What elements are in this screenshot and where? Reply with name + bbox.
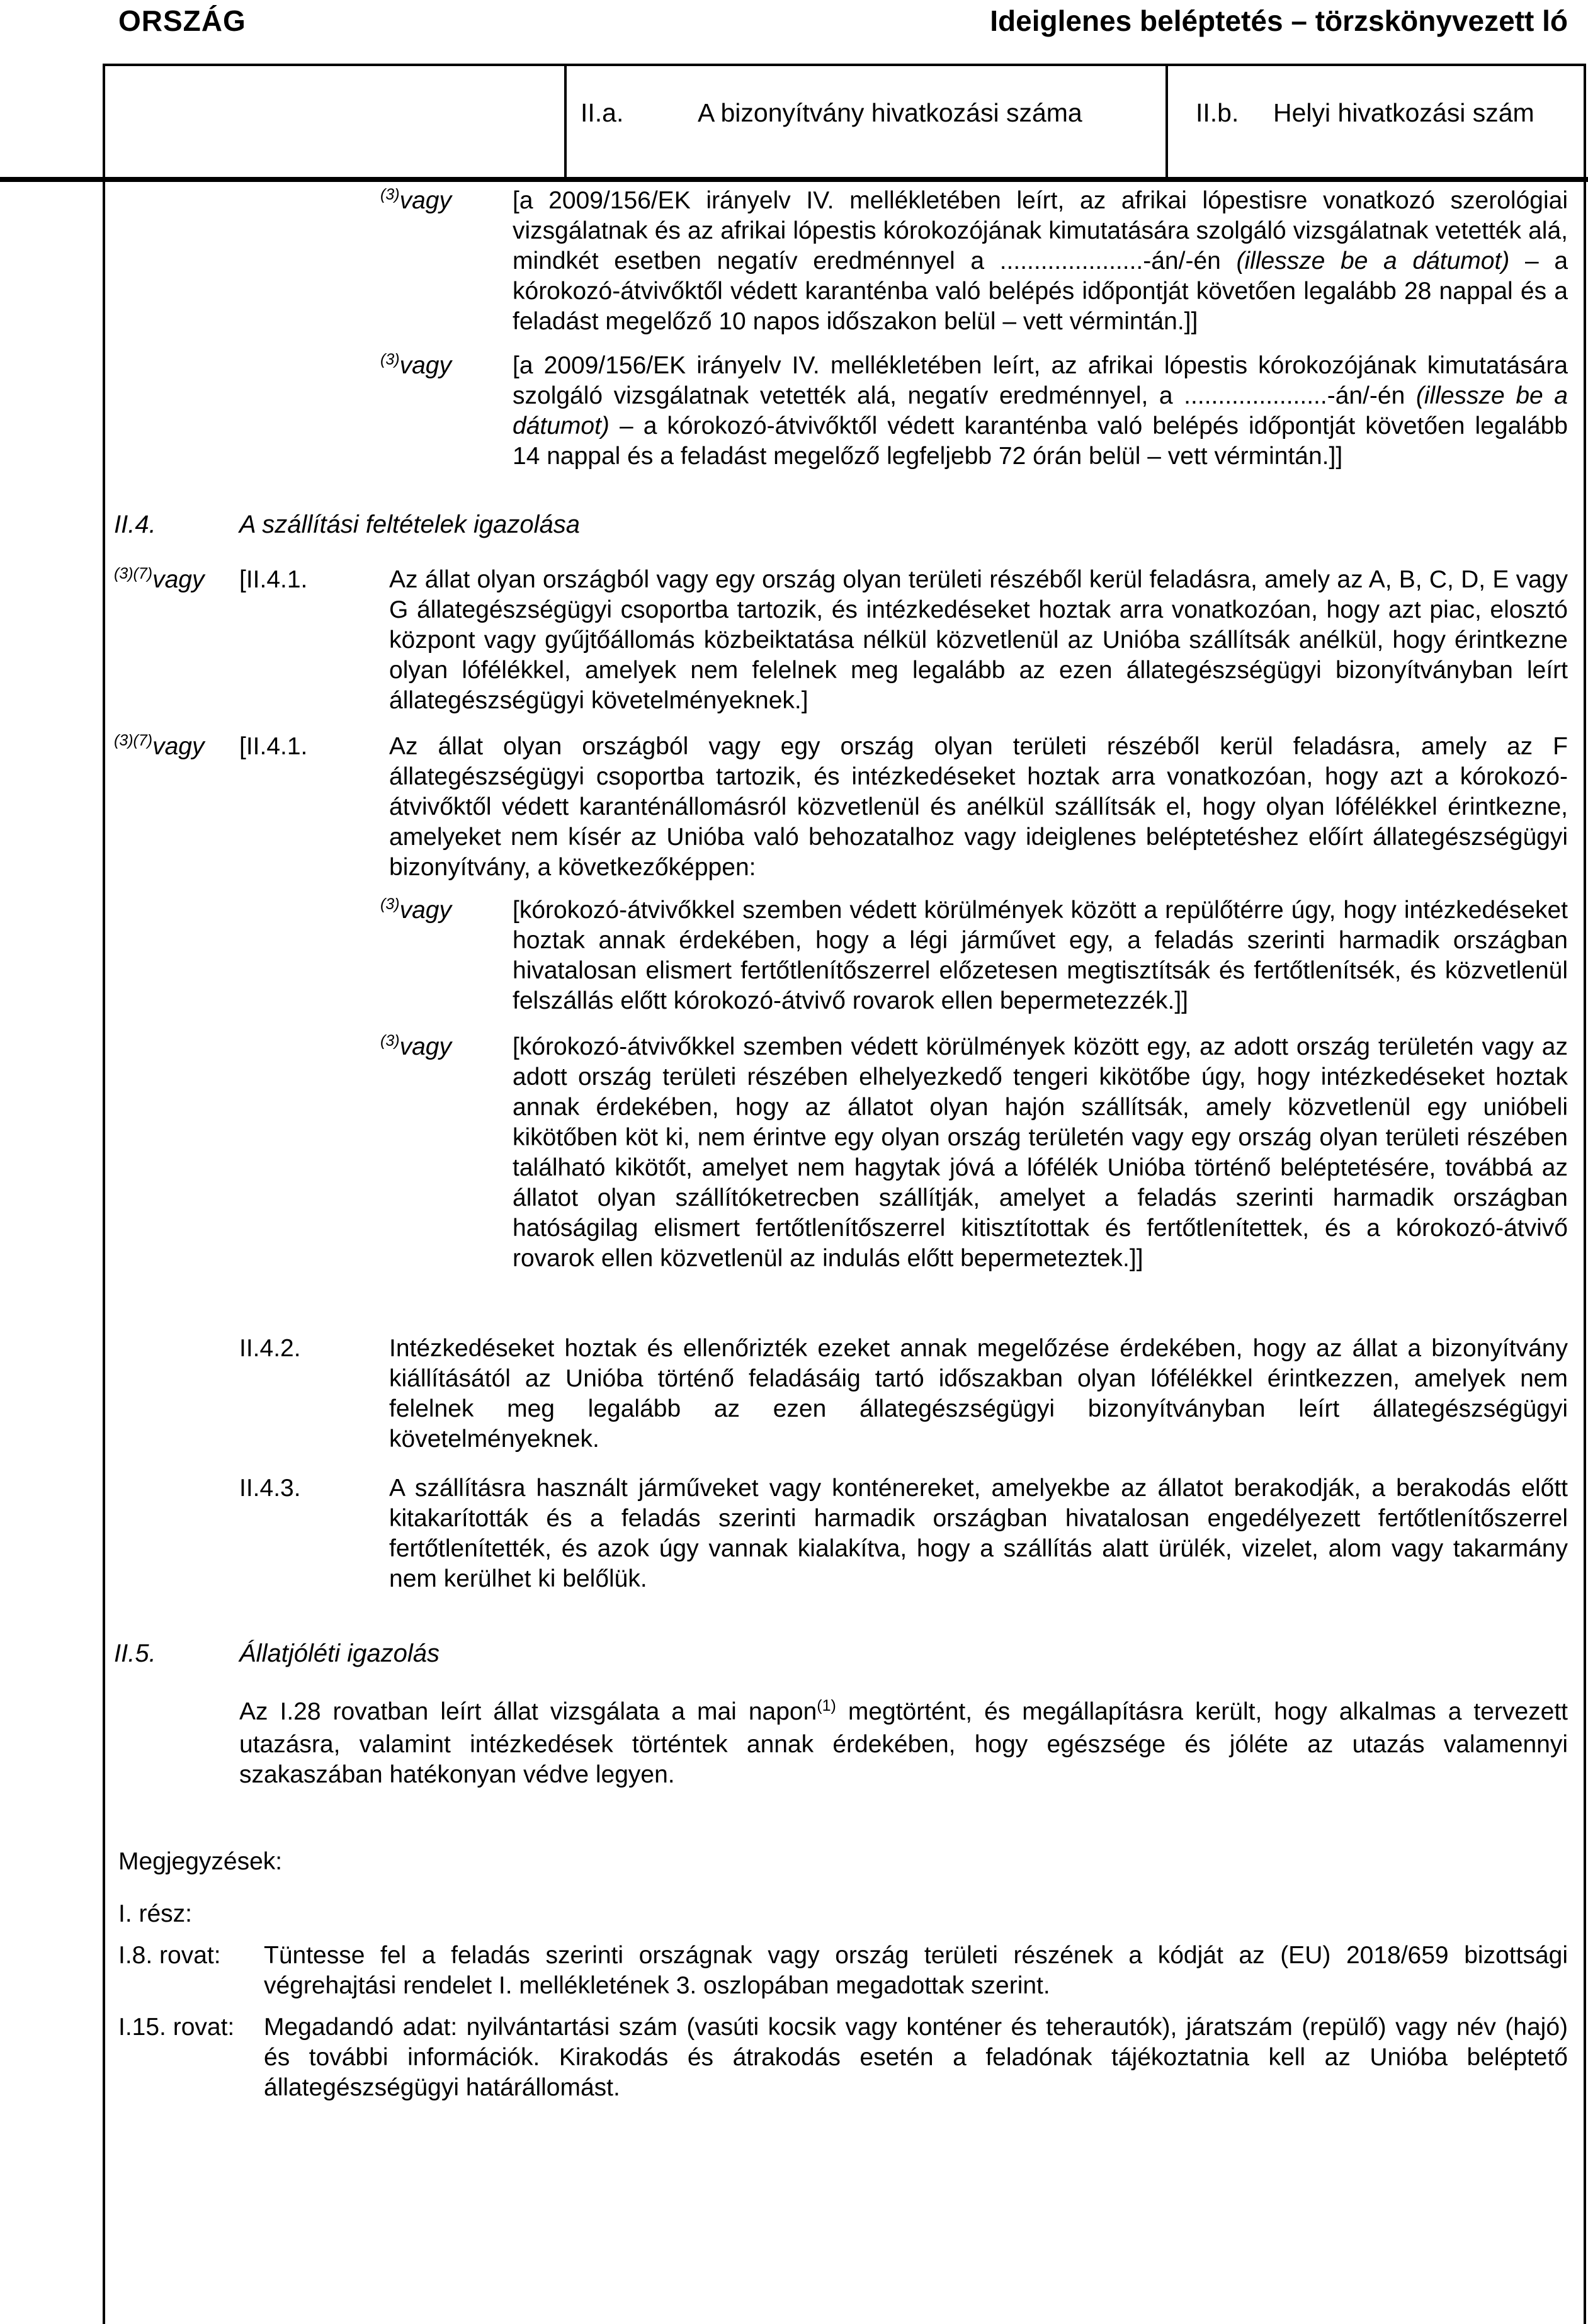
or-paragraph-text: [a 2009/156/EK irányelv IV. mellékletében leírt, az afrikai lópestisre vonatkozó szerológiai vizsgálatnak és az afrikai lópestis kórokozójának kimutatására szolgáló vizsgálatnak vetették alá, mindkét esetben negatív eredménnyel a .....................-án/-én (illessze be a dátumot) – a kórokozó-átvivőktől védett karanténba való belépés időpontját követően legalább 28 nappal és a feladást megelőző 10 napos időszakon belül – vett vérmintán.]] <box>513 187 1568 335</box>
or-label: $^{(3)(7)}$vagy <box>114 732 205 760</box>
footnote-marker: (3) <box>380 895 400 913</box>
notes-part-label: I. rész: <box>118 1900 193 1927</box>
clause-text: Az állat olyan országból vagy egy ország olyan területi részéből kerül feladásra, amely az A, B, C, D, E vagy G állategészségügyi csoportba tartozik, és intézkedéseket hoztak arra vonatkozóan, hogy azt piac, elosztó központ vagy gyűjtőállomás közbeiktatása nélkül közvetlenül az Unióba szállítsák anélkül, hogy érintkezne olyan lófélékkel, amelyek nem felelnek meg legalább az ezen állategészségügyi bizonyítványban leírt állategészségügyi követelményeknek.] <box>389 566 1568 714</box>
or-option <box>380 1032 1588 1274</box>
section-number: II.4. <box>114 511 156 538</box>
table-top-border <box>103 64 1586 66</box>
header-row-divider <box>0 177 1588 182</box>
certificate-ref-code: II.a. <box>581 98 624 127</box>
section-title: A szállítási feltételek igazolása <box>239 511 581 538</box>
clause-number: [II.4.1. <box>239 566 308 593</box>
footnote-marker: (3)(7) <box>114 565 153 582</box>
insert-date-hint: (illessze be a dátumot) <box>513 382 1568 439</box>
clause-number: [II.4.1. <box>239 733 308 760</box>
note-text: Tüntesse fel a feladás szerinti országnak vagy ország területi részének a kódját az (EU) 2018/659 bizottsági végrehajtási rendelet I. mellékletének 3. oszlopában megadottak szerint. <box>264 1942 1568 1999</box>
local-ref-code: II.b. <box>1196 98 1239 127</box>
country-label: ORSZÁG <box>118 4 246 37</box>
certificate-body <box>0 183 1588 2103</box>
section-number: II.5. <box>114 1640 156 1667</box>
notes-heading: Megjegyzések: <box>118 1848 283 1875</box>
footnote-marker: (1) <box>817 1697 836 1715</box>
clause-ii41-variant <box>114 565 1588 716</box>
clause-text: Az állat olyan országból vagy egy ország olyan területi részéből kerül feladásra, amely az F állategészségügyi csoportba tartozik, és intézkedéseket hoztak arra vonatkozóan, hogy azt a kórokozó-átvivőktől védett karanténállomásról közvetlenül és anélkül szállítsák el, hogy olyan lófélékkel érintkezne, amelyeket nem kísér az Unióba való behozatalhoz vagy ideiglenes beléptetéshez előírt állategészségügyi bizonyítvány, a következőképpen: <box>389 733 1568 881</box>
page-title: Ideiglenes beléptetés – törzskönyvezett ló <box>990 4 1568 37</box>
or-label: $^{(3)}$vagy <box>380 895 451 924</box>
section-ii4-heading <box>114 509 1588 540</box>
or-paragraph-text: [a 2009/156/EK irányelv IV. mellékletében leírt, az afrikai lópestis kórokozójának kimutatására szolgáló vizsgálatnak vetették alá, negatív eredménnyel, a .....................-án/-én (illessze be a dátumot) – a kórokozó-átvivőktől védett karanténba való belépés időpontját követően legalább 14 nappal és a feladást megelőző legfeljebb 72 órán belül – vett vérmintán.]] <box>513 352 1568 470</box>
footnote-marker: (3)(7) <box>114 732 153 749</box>
clause-ii43 <box>239 1473 1588 1594</box>
or-paragraph <box>380 351 1588 472</box>
clause-text: Intézkedéseket hoztak és ellenőrizték ezeket annak megelőzése érdekében, hogy az állat a bizonyítvány kiállításától az Unióba történő feladásáig tartó időszakban olyan lófélékkel érintkezzen, amelyek nem felelnek meg legalább az ezen állategészségügyi bizonyítványban leírt állategészségügyi követelményeknek. <box>389 1335 1568 1453</box>
section-title: Állatjóléti igazolás <box>239 1640 440 1667</box>
note-item <box>118 1941 1588 2001</box>
note-box-label: I.8. rovat: <box>118 1942 221 1969</box>
local-ref-label: Helyi hivatkozási szám <box>1273 98 1534 127</box>
footnote-marker: (3) <box>380 351 400 368</box>
header-cell-divider-2 <box>1165 64 1168 182</box>
section-ii5-heading <box>114 1638 1588 1669</box>
clause-ii42 <box>239 1334 1588 1454</box>
welfare-attestation-text: Az I.28 rovatban leírt állat vizsgálata a mai napon$^{(1)}$ megtörtént, és megállapításra került, hogy alkalmas a tervezett utazásra, valamint intézkedések történtek annak érdekében, hogy egészsége és jóléte az utazás valamennyi szakaszában hatékonyan védve legyen. <box>239 1697 1568 1788</box>
or-label: $^{(3)(7)}$vagy <box>114 565 205 593</box>
clause-number: II.4.2. <box>239 1335 301 1362</box>
or-option <box>380 895 1588 1016</box>
or-label: $^{(3)}$vagy <box>380 351 451 379</box>
footnote-marker: (3) <box>380 1032 400 1050</box>
or-option-text: [kórokozó-átvivőkkel szemben védett körülmények között egy, az adott ország területén vagy az adott ország területi részében elhelyezkedő tengeri kikötőbe úgy, hogy intézkedéseket hoztak annak érdekében, hogy az állatot olyan hajón szállítsák, amely közvetlenül egy unióbeli kikötőben köt ki, nem érintve egy olyan ország területén vagy egy ország olyan területi részében található kikötőt, amelyet nem hagytak jóvá a lófélék Unióba történő beléptetésére, továbbá az állatot olyan szállítóketrecben szállítják, amelyet a feladás szerinti harmadik országban hatóságilag elismert fertőtlenítőszerrel kitisztítottak és fertőtlenítettek, és a kórokozó-átvivő rovarok ellen közvetlenül az indulás előtt bepermeteztek.]] <box>513 1033 1568 1272</box>
note-text: Megadandó adat: nyilvántartási szám (vasúti kocsik vagy konténer és teherautók), járatszám (repülő) vagy név (hajó) és további információk. Kirakodás és átrakodás esetén a feladónak tájékoztatnia kell az Unióba beléptető állategészségügyi határállomást. <box>264 2014 1568 2101</box>
clause-ii41-variant <box>114 732 1588 883</box>
note-box-label: I.15. rovat: <box>118 2014 235 2041</box>
certificate-ref-label: A bizonyítvány hivatkozási száma <box>698 98 1082 127</box>
header-cell-divider-1 <box>564 64 567 182</box>
clause-text: A szállításra használt járműveket vagy konténereket, amelyekbe az állatot berakodják, a berakodás előtt kitakarították és a feladás szerinti harmadik országban hivatalosan engedélyezett fertőtlenítőszerrel fertőtlenítették, és azok úgy vannak kialakítva, hogy a szállítás alatt ürülék, vizelet, alom vagy takarmány nem kerülhet ki belőlük. <box>389 1475 1568 1592</box>
note-item <box>118 2012 1588 2103</box>
or-label: $^{(3)}$vagy <box>380 186 451 214</box>
insert-date-hint: (illessze be a dátumot) <box>1236 247 1510 275</box>
or-option-text: [kórokozó-átvivőkkel szemben védett körülmények között a repülőtérre úgy, hogy intézkedéseket hoztak annak érdekében, hogy a légi járművet egy, a feladás szerinti harmadik országban hivatalosan elismert fertőtlenítőszerrel előzetesen megtisztítsák és fertőtlenítsék, és közvetlenül felszállás előtt kórokozó-átvivő rovarok ellen bepermetezzék.]] <box>513 897 1568 1014</box>
or-label: $^{(3)}$vagy <box>380 1032 451 1060</box>
clause-number: II.4.3. <box>239 1475 301 1502</box>
or-paragraph <box>380 186 1588 337</box>
footnote-marker: (3) <box>380 186 400 203</box>
